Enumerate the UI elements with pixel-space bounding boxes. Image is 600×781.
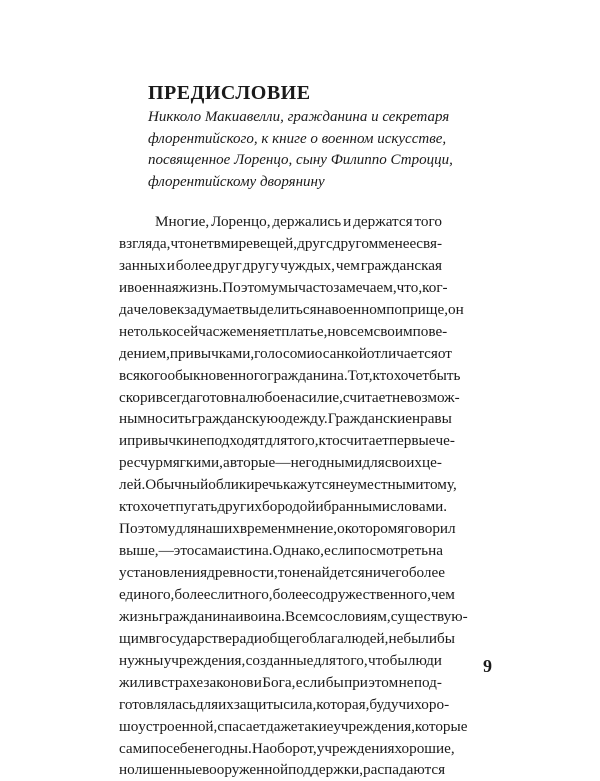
body-line: щим в государстве ради общего блага людей, не были бы xyxy=(119,629,455,647)
body-line: сами по себе негодны. Наоборот, учреждения хорошие, xyxy=(119,739,455,757)
body-line: но лишенные вооруженной поддержки, распадаются xyxy=(119,761,446,779)
body-line: готовлялась для их защиты сила, которая, будучи хоро- xyxy=(119,695,450,713)
body-line: взгляда, что нет в мире вещей, друг с другом менее свя- xyxy=(119,234,443,252)
body-line: жили в страхе законов и Бога, если бы при этом не под- xyxy=(119,673,442,691)
subtitle-line: Никколо Макиавелли, гражданина и секретаря xyxy=(148,109,450,125)
body-line: и военная жизнь. Поэтому мы часто замечаем, что, ког- xyxy=(119,278,448,296)
subtitle-line: флорентийского, к книге о военном искусстве, xyxy=(148,130,447,147)
body-line: выше, — это сама истина. Однако, если посмотреть на xyxy=(119,542,443,560)
body-line: да человек задумает выделиться на военном поприще, он xyxy=(119,300,464,318)
body-line: установления древности, то не найдется ничего более xyxy=(119,564,445,581)
page-number: 9 xyxy=(483,656,492,676)
body-line: ресчур мягкими, а вторые — негодными для своих це- xyxy=(119,454,442,472)
body-line: скор и всегда готов на любое насилие, считает невозмож- xyxy=(119,388,460,406)
body-line: шо устроенной, спасает даже такие учреждения, которые xyxy=(119,717,468,735)
body-line: ным носить гражданскую одежду. Гражданские нравы xyxy=(119,410,452,428)
body-paragraph xyxy=(119,211,468,781)
body-line: Многие, Лоренцо, держались и держатся того xyxy=(155,213,442,230)
body-line: дением, привычками, голосом и осанкой отличается от xyxy=(119,344,452,362)
body-line: лей. Обычный облик и речь кажутся неуместными тому, xyxy=(119,476,457,494)
dedication-subtitle xyxy=(148,107,453,193)
subtitle-line: посвященное Лоренцо, сыну Филиппо Строцци, xyxy=(148,152,453,168)
subtitle-line: флорентийскому дворянину xyxy=(148,173,325,190)
body-line: жизнь гражданина и воина. Всем сословиям, существую- xyxy=(119,607,468,625)
body-line: Поэтому для наших времен мнение, о котором я говорил xyxy=(119,520,456,538)
page-title: ПРЕДИСЛОВИЕ xyxy=(148,82,311,104)
body-line: и привычки не подходят для того, кто считает первые че- xyxy=(119,432,455,450)
body-line: единого, более слитного, более содружественного, чем xyxy=(119,585,455,603)
body-line: не только сейчас же меняет платье, но всем своим пове- xyxy=(119,322,448,340)
body-line: занных и более друг другу чуждых, чем гражданская xyxy=(119,256,442,274)
body-line: кто хочет пугать других бородой и бранными словами. xyxy=(119,498,448,516)
body-line: нужны учреждения, созданные для того, чтобы люди xyxy=(119,651,442,669)
body-line: всякого обыкновенного гражданина. Тот, кто хочет быть xyxy=(119,366,461,384)
